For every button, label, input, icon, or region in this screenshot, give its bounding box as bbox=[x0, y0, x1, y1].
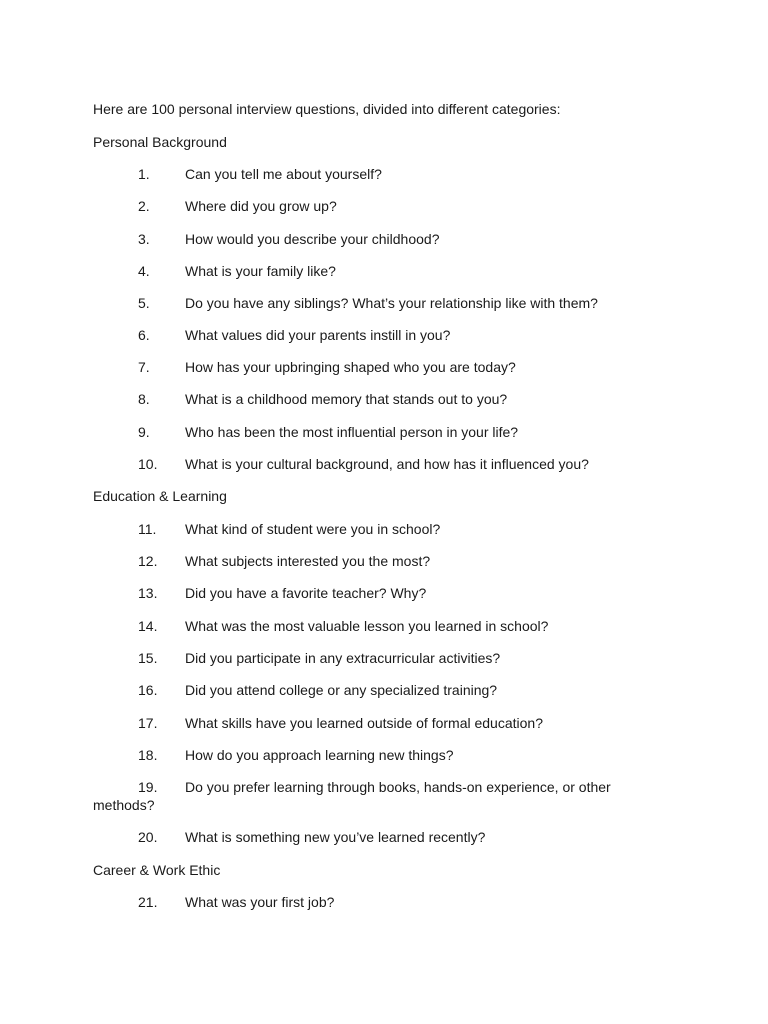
question-number: 3. bbox=[138, 231, 150, 247]
question-item bbox=[93, 230, 633, 248]
question-number: 8. bbox=[138, 391, 150, 407]
question-number: 12. bbox=[138, 553, 158, 569]
question-number: 4. bbox=[138, 263, 150, 279]
question-item bbox=[93, 358, 633, 376]
question-item bbox=[93, 455, 633, 473]
question-text: Did you participate in any extracurricular activities? bbox=[185, 650, 501, 666]
question-text: What is your cultural background, and how has it influenced you? bbox=[185, 456, 589, 472]
question-item bbox=[93, 197, 633, 215]
question-number: 7. bbox=[138, 359, 150, 375]
question-number: 21. bbox=[138, 894, 158, 910]
question-number: 19. bbox=[138, 779, 158, 795]
question-text: How do you approach learning new things? bbox=[185, 747, 454, 763]
question-text: What values did your parents instill in you? bbox=[185, 327, 451, 343]
question-text: Did you attend college or any specialized training? bbox=[185, 682, 498, 698]
question-item bbox=[93, 714, 633, 732]
question-text: Did you have a favorite teacher? Why? bbox=[185, 585, 427, 601]
question-text: Do you prefer learning through books, hands-on experience, or other methods? bbox=[93, 779, 611, 813]
question-text: Can you tell me about yourself? bbox=[185, 166, 382, 182]
question-number: 10. bbox=[138, 456, 158, 472]
question-number: 18. bbox=[138, 747, 158, 763]
question-number: 6. bbox=[138, 327, 150, 343]
question-number: 14. bbox=[138, 618, 158, 634]
question-item bbox=[93, 649, 633, 667]
question-item bbox=[93, 893, 633, 911]
question-text: Who has been the most influential person in your life? bbox=[185, 424, 519, 440]
question-item bbox=[93, 828, 633, 846]
question-text: What was the most valuable lesson you learned in school? bbox=[185, 618, 549, 634]
question-number: 13. bbox=[138, 585, 158, 601]
question-number: 2. bbox=[138, 198, 150, 214]
question-item bbox=[93, 326, 633, 344]
question-item bbox=[93, 165, 633, 183]
question-item bbox=[93, 746, 633, 764]
question-text: How has your upbringing shaped who you are today? bbox=[185, 359, 516, 375]
question-item bbox=[93, 552, 633, 570]
section-heading-career-work-ethic: Career & Work Ethic bbox=[93, 862, 221, 878]
question-number: 16. bbox=[138, 682, 158, 698]
question-item bbox=[93, 294, 633, 312]
question-item bbox=[93, 262, 633, 280]
question-item bbox=[93, 520, 633, 538]
question-number: 1. bbox=[138, 166, 150, 182]
question-item bbox=[93, 584, 633, 602]
question-text: What is something new you’ve learned recently? bbox=[185, 829, 486, 845]
question-item bbox=[93, 617, 633, 635]
question-number: 15. bbox=[138, 650, 158, 666]
question-text: Where did you grow up? bbox=[185, 198, 337, 214]
question-item bbox=[93, 778, 633, 814]
question-item bbox=[93, 423, 633, 441]
question-number: 5. bbox=[138, 295, 150, 311]
intro-text: Here are 100 personal interview questions, divided into different categories: bbox=[93, 101, 561, 117]
question-text: What kind of student were you in school? bbox=[185, 521, 441, 537]
question-number: 20. bbox=[138, 829, 158, 845]
question-item bbox=[93, 681, 633, 699]
question-text: What subjects interested you the most? bbox=[185, 553, 431, 569]
section-heading-education-learning: Education & Learning bbox=[93, 488, 227, 504]
question-text: How would you describe your childhood? bbox=[185, 231, 440, 247]
question-text: What was your first job? bbox=[185, 894, 335, 910]
question-number: 11. bbox=[138, 521, 157, 537]
question-text: What is your family like? bbox=[185, 263, 336, 279]
question-item bbox=[93, 390, 633, 408]
question-text: Do you have any siblings? What’s your relationship like with them? bbox=[185, 295, 598, 311]
question-text: What skills have you learned outside of formal education? bbox=[185, 715, 543, 731]
section-heading-personal-background: Personal Background bbox=[93, 134, 227, 150]
question-text: What is a childhood memory that stands out to you? bbox=[185, 391, 508, 407]
question-number: 9. bbox=[138, 424, 150, 440]
question-number: 17. bbox=[138, 715, 158, 731]
